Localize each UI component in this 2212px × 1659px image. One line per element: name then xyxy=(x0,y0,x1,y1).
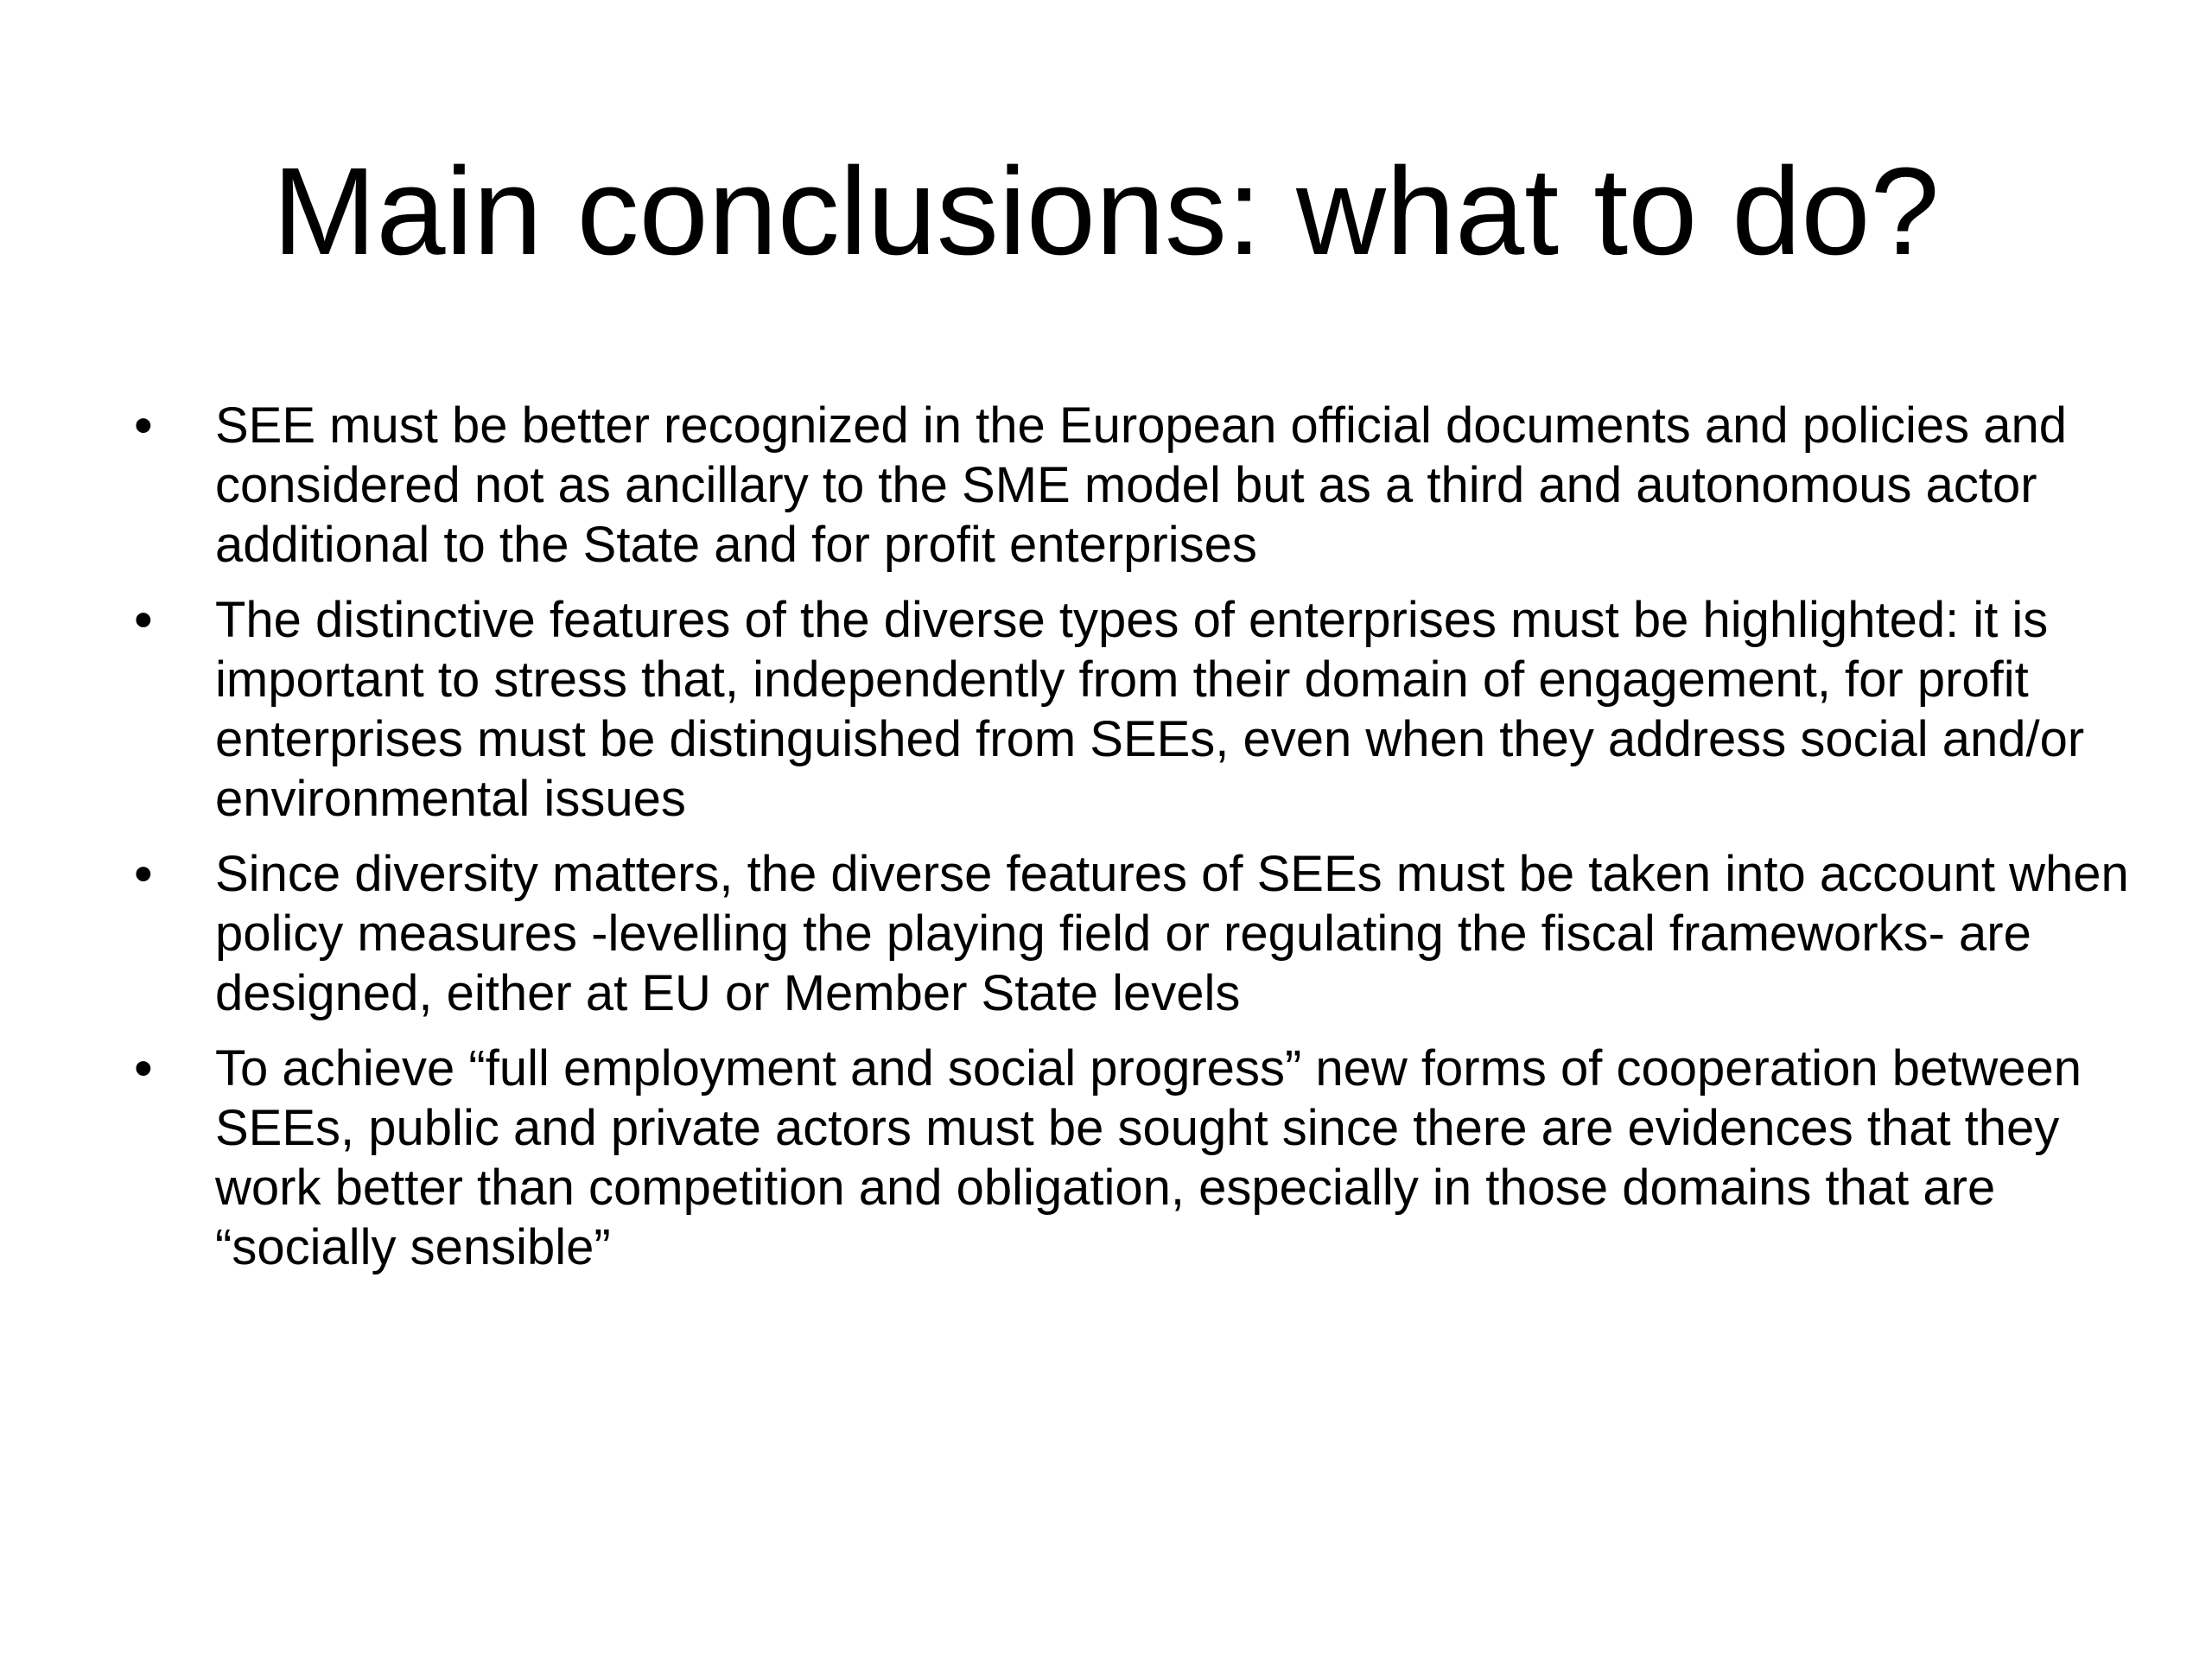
bullet-icon: • xyxy=(134,1039,153,1098)
bullet-icon: • xyxy=(134,590,153,650)
bullet-text: The distinctive features of the diverse types of enterprises must be highlighted: it is important to stress that, independently from their domain of engagement, for profit enterprises must be distinguished from SEEs, even when they address social and/or environmental issues xyxy=(215,592,2085,827)
bullet-icon: • xyxy=(134,844,153,904)
slide-title: Main conclusions: what to do? xyxy=(272,142,1940,281)
bullet-item xyxy=(125,1039,2130,1277)
bullet-item xyxy=(125,844,2130,1023)
bullet-item xyxy=(125,590,2130,829)
bullet-text: To achieve “full employment and social progress” new forms of cooperation between SEEs, public and private actors must be sought since there are evidences that they work better than competition and obligation, especially in those domains that are “socially sensible” xyxy=(215,1040,2082,1275)
bullet-text: Since diversity matters, the diverse features of SEEs must be taken into account when policy measures -levelling the playing field or regulating the fiscal frameworks- are designed, either at EU or Member State levels xyxy=(215,846,2129,1021)
bullet-text: SEE must be better recognized in the European official documents and policies and considered not as ancillary to the SME model but as a third and autonomous actor additional to the State and for profit enterprises xyxy=(215,397,2068,573)
bullet-icon: • xyxy=(134,396,153,455)
bullet-item xyxy=(125,396,2130,575)
bullet-list xyxy=(125,396,2130,1293)
